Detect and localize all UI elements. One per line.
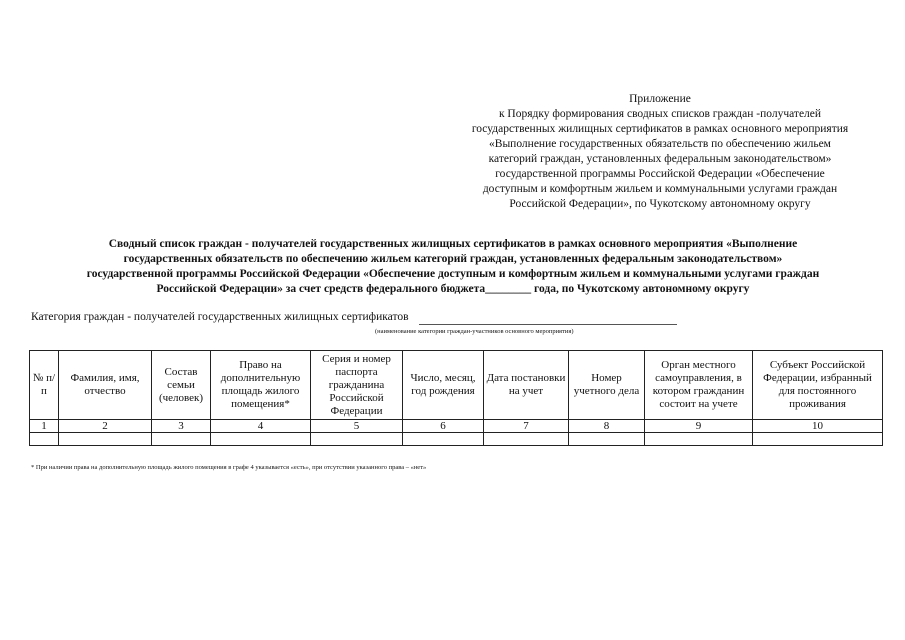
document-title: [18, 237, 888, 297]
appendix-line: категорий граждан, установленных федеральным законодательством»: [488, 153, 832, 165]
appendix-line: Российской Федерации», по Чукотскому автономному округу: [509, 198, 811, 210]
appendix-block: [440, 92, 880, 212]
column-number-cell: 5: [311, 420, 403, 433]
column-number-cell: 6: [403, 420, 484, 433]
appendix-line: к Порядку формирования сводных списков граждан -получателей: [498, 108, 822, 120]
header-cell: Право на дополнительную площадь жилого помещения*: [211, 351, 311, 420]
title-line: Российской Федерации» за счет средств федерального бюджета________ года, по Чукотскому автономному округу: [156, 283, 750, 295]
appendix-line: государственной программы Российской Федерации «Обеспечение: [495, 168, 825, 180]
empty-cell: [59, 433, 152, 446]
column-number-cell: 4: [211, 420, 311, 433]
header-cell: Число, месяц, год рождения: [403, 351, 484, 420]
recipients-table: [29, 350, 883, 446]
title-line: государственных обязательств по обеспечению жильем категорий граждан, установленных федеральным законодательством»: [123, 253, 783, 265]
column-number-cell: 9: [645, 420, 753, 433]
header-cell: Серия и номер паспорта гражданина Российской Федерации: [311, 351, 403, 420]
header-cell: Субъект Российской Федерации, избранный для постоянного проживания: [753, 351, 883, 420]
table-header-row: [30, 351, 883, 420]
column-number-cell: 7: [484, 420, 569, 433]
category-label: Категория граждан - получателей государственных жилищных сертификатов: [31, 311, 409, 323]
empty-cell: [645, 433, 753, 446]
column-number-cell: 3: [152, 420, 211, 433]
header-cell: Фамилия, имя, отчество: [59, 351, 152, 420]
category-hint: (наименование категории граждан-участников основного мероприятия): [375, 328, 574, 335]
empty-cell: [311, 433, 403, 446]
table-row: [30, 433, 883, 446]
header-cell: Дата постановки на учет: [484, 351, 569, 420]
header-cell: Орган местного самоуправления, в котором гражданин состоит на учете: [645, 351, 753, 420]
empty-cell: [152, 433, 211, 446]
empty-cell: [484, 433, 569, 446]
appendix-line: доступным и комфортным жильем и коммунальными услугами граждан: [482, 183, 838, 195]
column-number-cell: 1: [30, 420, 59, 433]
appendix-line: «Выполнение государственных обязательств по обеспечению жильем: [489, 138, 831, 150]
header-cell: Номер учетного дела: [569, 351, 645, 420]
empty-cell: [211, 433, 311, 446]
empty-cell: [569, 433, 645, 446]
appendix-line: Приложение: [629, 93, 691, 105]
column-number-cell: 10: [753, 420, 883, 433]
appendix-line: государственных жилищных сертификатов в рамках основного мероприятия: [471, 123, 849, 135]
title-line: Сводный список граждан - получателей государственных жилищных сертификатов в рамках основного мероприятия «Выполнение: [108, 238, 798, 250]
empty-cell: [403, 433, 484, 446]
empty-cell: [30, 433, 59, 446]
column-number-cell: 2: [59, 420, 152, 433]
title-line: государственной программы Российской Федерации «Обеспечение доступным и комфортным жильем и коммунальными услугами граждан: [86, 268, 820, 280]
header-cell: Состав семьи (человек): [152, 351, 211, 420]
category-blank-line: [419, 324, 677, 325]
empty-cell: [753, 433, 883, 446]
column-number-row: [30, 420, 883, 433]
column-number-cell: 8: [569, 420, 645, 433]
footnote: * При наличии права на дополнительную площадь жилого помещения в графе 4 указывается «есть», при отсутствии указанного права – «нет»: [31, 464, 427, 471]
header-cell: № п/п: [30, 351, 59, 420]
